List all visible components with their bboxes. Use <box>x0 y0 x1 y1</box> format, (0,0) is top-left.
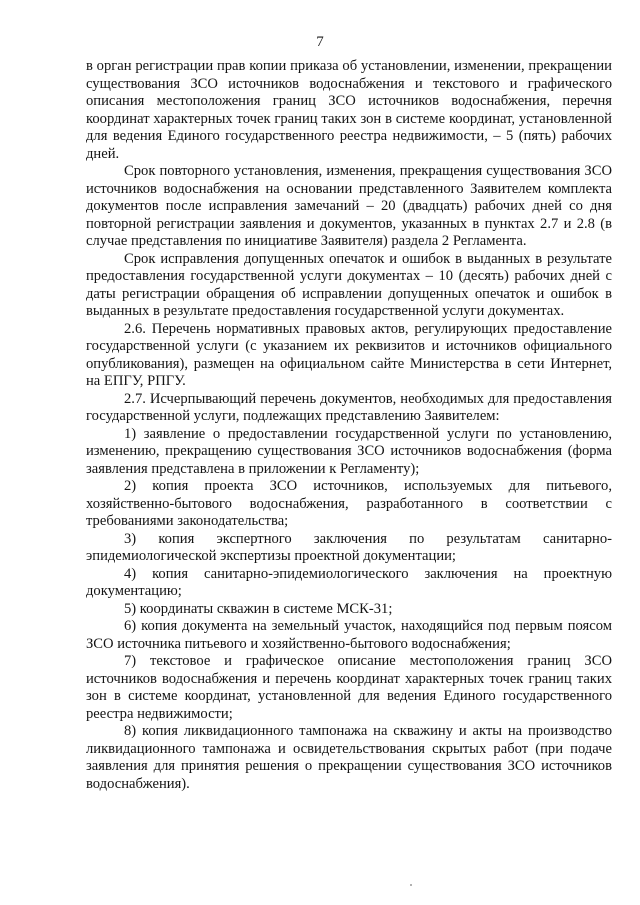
list-item-7-boundary-description: 7) текстовое и графическое описание местоположения границ ЗСО источников водоснабжения и перечень координат характерных точек границ таких зон в системе координат, установленной для ведения Единого государственного реестра недвижимости; <box>86 653 612 722</box>
list-item-2-project-copy: 2) копия проекта ЗСО источников, используемых для питьевого, хозяйственно-бытового водоснабжения, разработанного в соответствии с требованиями законодательства; <box>86 478 612 529</box>
list-item-5-well-coordinates: 5) координаты скважин в системе МСК-31; <box>124 600 393 617</box>
paragraph-repeat-term: Срок повторного установления, изменения, прекращения существования ЗСО источников водоснабжения на основании представленного Заявителем комплекта документов после исправления замечаний – 20 (двадцать) рабочих дней со дня повторной регистрации заявления и документов, указанных в пунктах 2.7 и 2.8 (в случае представления по инициативе Заявителя) раздела 2 Регламента. <box>86 163 612 249</box>
paragraph-2-6-legal-acts: 2.6. Перечень нормативных правовых актов, регулирующих предоставление государственной услуги (с указанием их реквизитов и источников официального опубликования), размещен на официальном сайте Министерства в сети Интернет, на ЕПГУ, РПГУ. <box>86 320 612 389</box>
document-body <box>86 58 612 793</box>
list-item-4-sanitary-conclusion: 4) копия санитарно-эпидемиологического заключения на проектную документацию; <box>86 565 612 599</box>
list-item-3-expert-conclusion: 3) копия экспертного заключения по результатам санитарно-эпидемиологической экспертизы проектной документации; <box>86 530 612 564</box>
page-number: 7 <box>316 34 324 50</box>
list-item-1-application: 1) заявление о предоставлении государственной услуги по установлению, изменению, прекращению существования ЗСО источников водоснабжения (форма заявления представлена в приложении к Регламенту); <box>86 425 612 477</box>
list-item-6-land-document: 6) копия документа на земельный участок, находящийся под первым поясом ЗСО источника питьевого и хозяйственно-бытового водоснабжения; <box>86 618 612 652</box>
list-item-8-liquidation-grouting: 8) копия ликвидационного тампонажа на скважину и акты на производство ликвидационного тампонажа и освидетельствования скрытых работ (при подаче заявления для принятия решения о прекращении существования ЗСО источников водоснабжения). <box>86 723 612 792</box>
paragraph-2-7-documents-list: 2.7. Исчерпывающий перечень документов, необходимых для предоставления государственной услуги, подлежащих представлению Заявителем: <box>86 390 612 424</box>
paragraph-registration-copies: в орган регистрации прав копии приказа об установлении, изменении, прекращении существования ЗСО источников водоснабжения и текстового и графического описания местоположения границ ЗСО источников водоснабжения, перечня координат характерных точек границ таких зон в системе координат, установленной для ведения Единого государственного реестра недвижимости, – 5 (пять) рабочих дней. <box>86 58 612 162</box>
paragraph-correction-term: Срок исправления допущенных опечаток и ошибок в выданных в результате предоставления государственной услуги документах – 10 (десять) рабочих дней с даты регистрации обращения об исправлении допущенных опечаток и ошибок в выданных в результате предоставления государственной услуги документах. <box>86 250 612 319</box>
scan-speck <box>410 884 412 886</box>
